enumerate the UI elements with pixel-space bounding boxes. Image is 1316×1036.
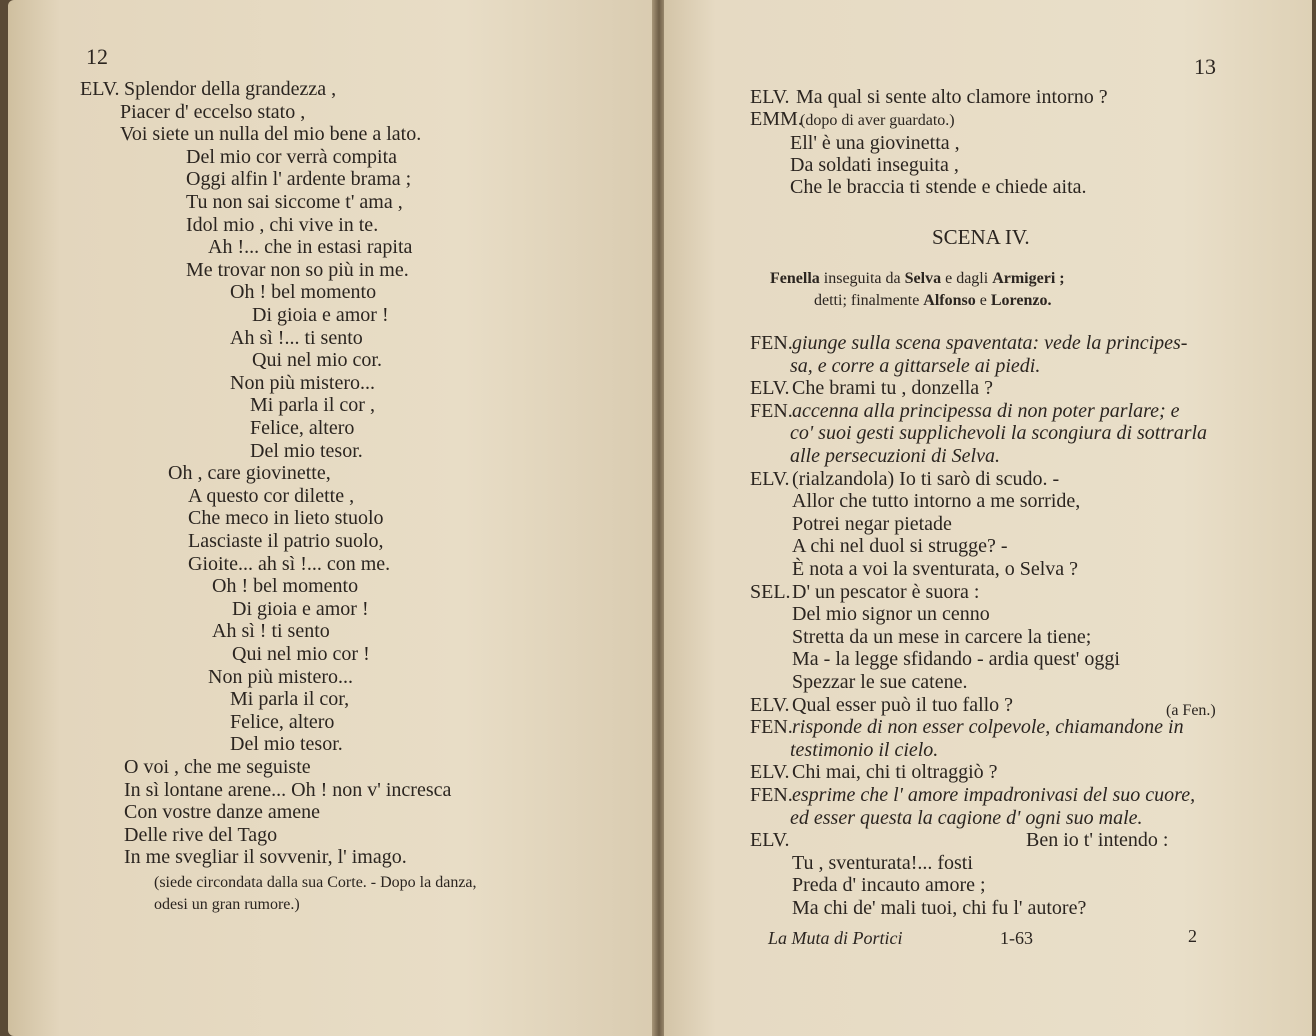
stage-direction: testimonio il cielo. — [790, 738, 939, 761]
verse-line: In sì lontane arene... Oh ! non v' incresca — [124, 778, 452, 801]
verse-line: Chi mai, chi ti oltraggiò ? — [792, 761, 998, 784]
stage-direction: (dopo di aver guardato.) — [800, 112, 955, 129]
verse-line: Tu , sventurata!... fosti — [792, 851, 973, 874]
verse-line: Voi siete un nulla del mio bene a lato. — [120, 123, 422, 146]
scene-desc-text: e dagli — [941, 270, 993, 287]
stage-direction: esprime che l' amore impadronivasi del suo cuore, — [792, 784, 1196, 806]
speaker-label: FEN. — [750, 784, 793, 806]
verse-line: Oggi alfin l' ardente brama ; — [186, 168, 412, 191]
speaker-label: ELV. — [750, 829, 790, 852]
verse-line: Ben io t' intendo : — [1026, 829, 1169, 852]
verse-line: È nota a voi la sventurata, o Selva ? — [792, 558, 1079, 580]
verse-line: D' un pescator è suora : — [792, 580, 980, 603]
character-name: Alfonso — [923, 292, 976, 309]
verse-line: Piacer d' eccelso stato , — [120, 100, 306, 123]
verse-line: O voi , che me seguiste — [124, 756, 311, 778]
scene-title: SCENA IV. — [932, 225, 1030, 249]
footer-title: La Muta di Portici — [768, 928, 903, 948]
verse-line: Splendor della grandezza , — [124, 78, 337, 100]
verse-line: Qual esser può il tuo fallo ? — [792, 693, 1014, 716]
scene-desc-text: inseguita da — [819, 270, 905, 287]
right-page-number: 13 — [1194, 54, 1216, 79]
verse-line: Del mio cor verrà compita — [186, 145, 398, 168]
signature-mark: 2 — [1188, 926, 1197, 946]
verse-line: Oh , care giovinette, — [168, 462, 331, 485]
stage-direction: sa, e corre a gittarsele ai piedi. — [790, 354, 1041, 377]
verse-line: Del mio tesor. — [230, 733, 343, 756]
verse-line: Lasciaste il patrio suolo, — [188, 530, 384, 552]
verse-line: Oh ! bel momento — [230, 281, 377, 304]
verse-line: Non più mistero... — [230, 371, 375, 394]
speaker-label: FEN. — [750, 716, 793, 739]
stage-direction: (a Fen.) — [1166, 702, 1216, 719]
verse-line: Felice, altero — [230, 710, 335, 733]
verse-line: Ah sì ! ti sento — [212, 620, 330, 643]
verse-line: Di gioia e amor ! — [252, 304, 389, 326]
scene-description — [770, 268, 1065, 290]
verse-line: (rialzandola) Io ti sarò di scudo. - — [792, 467, 1060, 490]
left-page — [8, 0, 660, 1036]
verse-line: Ma qual si sente alto clamore intorno ? — [796, 86, 1108, 108]
speaker-label: SEL. — [750, 580, 791, 603]
verse-line: Ma - la legge sfidando - ardia quest' oggi — [792, 648, 1120, 671]
speaker-label: ELV. — [750, 86, 790, 108]
verse-line: Delle rive del Tago — [124, 823, 278, 846]
verse-line: Stretta da un mese in carcere la tiene; — [792, 625, 1092, 648]
stage-direction: ed esser questa la cagione d' ogni suo male. — [790, 806, 1143, 829]
verse-line: Mi parla il cor, — [230, 688, 350, 711]
stage-direction: odesi un gran rumore.) — [154, 896, 300, 913]
verse-line: Gioite... ah sì !... con me. — [188, 552, 391, 575]
verse-line: Ell' è una giovinetta , — [790, 132, 960, 154]
verse-line: Tu non sai siccome t' ama , — [186, 191, 403, 213]
verse-line: Oh ! bel momento — [212, 575, 359, 598]
verse-line: Da soldati inseguita , — [790, 154, 959, 176]
scene-desc-text: detti; finalmente — [814, 292, 924, 309]
speaker-label: ELV. — [750, 693, 790, 716]
verse-line: Idol mio , chi vive in te. — [186, 213, 379, 236]
verse-line: Di gioia e amor ! — [232, 597, 369, 620]
footer-code: 1-63 — [1000, 928, 1033, 948]
speaker-label: FEN. — [750, 399, 793, 422]
scene-desc-text: e — [975, 292, 991, 309]
right-page — [664, 0, 1312, 1036]
verse-line: Che brami tu , donzella ? — [792, 377, 994, 400]
verse-line: Qui nel mio cor. — [252, 349, 382, 372]
stage-direction: co' suoi gesti supplichevoli la scongiura di sottrarla — [790, 422, 1208, 445]
character-name: Fenella — [770, 270, 820, 287]
verse-line: Che meco in lieto stuolo — [188, 507, 384, 530]
verse-line: Ma chi de' mali tuoi, chi fu l' autore? — [792, 897, 1087, 919]
verse-line: Allor che tutto intorno a me sorride, — [792, 490, 1081, 513]
speaker-label: ELV. — [750, 377, 790, 400]
stage-direction: (siede circondata dalla sua Corte. - Dopo la danza, — [154, 874, 477, 891]
verse-line: Con vostre danze amene — [124, 801, 321, 824]
speaker-label: ELV. — [750, 467, 790, 490]
verse-line: In me svegliar il sovvenir, l' imago. — [124, 846, 407, 869]
speaker-label: EMM. — [750, 108, 803, 130]
verse-line: Potrei negar pietade — [792, 512, 952, 535]
stage-direction: accenna alla principessa di non poter parlare; e — [792, 399, 1180, 422]
left-page-number: 12 — [86, 44, 108, 69]
verse-line: Spezzar le sue catene. — [792, 671, 968, 693]
verse-line: Mi parla il cor , — [250, 394, 375, 417]
character-name: Armigeri ; — [992, 270, 1065, 287]
verse-line: Del mio signor un cenno — [792, 603, 990, 626]
verse-line: A questo cor dilette , — [188, 484, 355, 507]
character-name: Selva — [904, 270, 942, 287]
verse-line: A chi nel duol si strugge? - — [792, 535, 1008, 558]
character-name: Lorenzo. — [990, 292, 1052, 309]
verse-line: Felice, altero — [250, 417, 355, 439]
speaker-label: FEN. — [750, 332, 793, 354]
scene-description — [814, 290, 1051, 312]
verse-line: Del mio tesor. — [250, 439, 363, 462]
stage-direction: risponde di non esser colpevole, chiamandone in — [792, 716, 1184, 739]
speaker-label: ELV. — [750, 761, 790, 784]
verse-line: Me trovar non so più in me. — [186, 258, 409, 281]
verse-line: Non più mistero... — [208, 665, 353, 688]
verse-line: Qui nel mio cor ! — [232, 643, 370, 665]
verse-line: Ah !... che in estasi rapita — [208, 236, 413, 259]
speaker-label: ELV. — [80, 78, 120, 100]
verse-line: Che le braccia ti stende e chiede aita. — [790, 176, 1087, 198]
verse-line: Ah sì !... ti sento — [230, 326, 363, 349]
verse-line: Preda d' incauto amore ; — [792, 874, 986, 897]
stage-direction: alle persecuzioni di Selva. — [790, 445, 1000, 467]
stage-direction: giunge sulla scena spaventata: vede la principes- — [792, 332, 1188, 354]
